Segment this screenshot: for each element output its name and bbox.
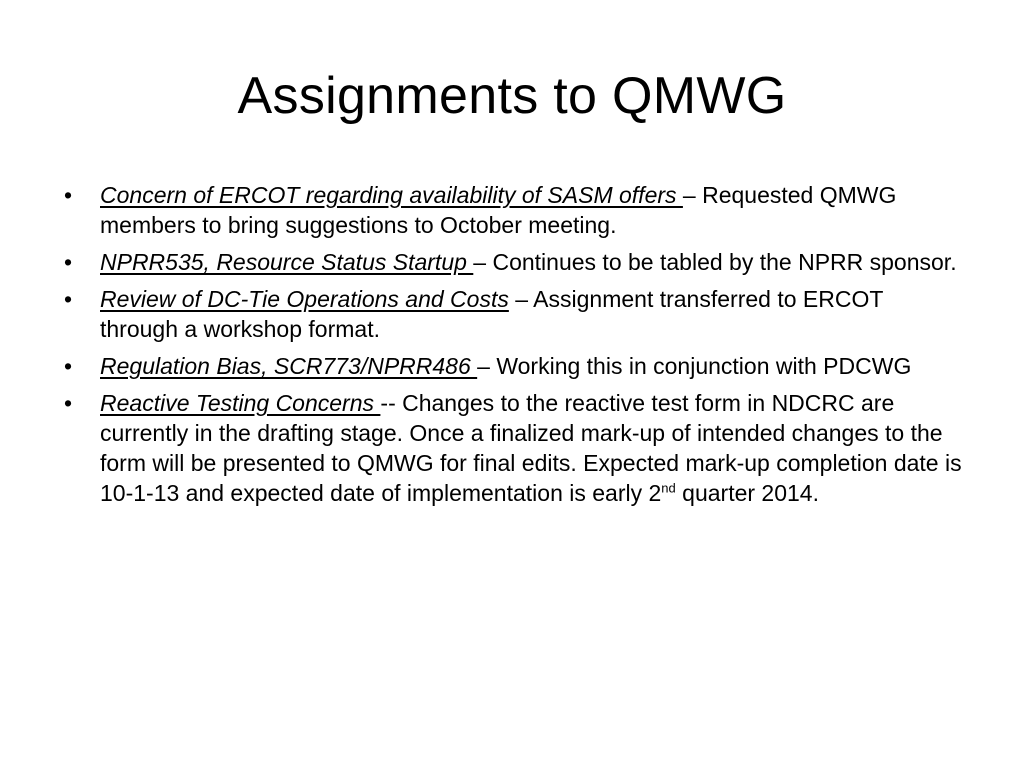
item-lead: NPRR535, Resource Status Startup <box>100 249 474 275</box>
bullet-item-reactive-testing <box>60 388 965 508</box>
bullet-icon: • <box>64 182 73 208</box>
item-text: – Requested QMWG members to bring suggestions to October meeting. <box>100 182 897 238</box>
item-lead: Review of DC-Tie Operations and Costs <box>100 286 509 312</box>
item-text: – Assignment transferred to ERCOT through a workshop format. <box>100 286 883 342</box>
bullet-item-regulation-bias <box>60 351 965 381</box>
item-lead: Regulation Bias, SCR773/NPRR486 <box>100 353 478 379</box>
bullet-icon: • <box>64 286 73 312</box>
bullet-icon: • <box>64 353 73 379</box>
bullet-item-dc-tie <box>60 284 965 344</box>
item-lead: Concern of ERCOT regarding availability of SASM offers <box>100 182 683 208</box>
bullet-icon: • <box>64 249 73 275</box>
ordinal-suffix: nd <box>661 480 676 496</box>
bullet-icon: • <box>64 390 73 416</box>
item-text: -- Changes to the reactive test form in NDCRC are currently in the drafting stage. Once a finalized mark-up of intended changes to the form will be presented to QMWG for final edits. Expected mark-up completion date is 10-1-13 and expected date of implementation is early 2 <box>100 390 962 506</box>
bullet-list <box>60 180 965 515</box>
slide-title: Assignments to QMWG <box>237 67 787 125</box>
item-lead: Reactive Testing Concerns <box>100 390 381 416</box>
item-text: – Continues to be tabled by the NPRR sponsor. <box>473 249 957 275</box>
bullet-item-sasm-offers <box>60 180 965 240</box>
item-text: – Working this in conjunction with PDCWG <box>477 353 912 379</box>
bullet-item-nprr535 <box>60 247 965 277</box>
item-text-after: quarter 2014. <box>675 480 819 506</box>
